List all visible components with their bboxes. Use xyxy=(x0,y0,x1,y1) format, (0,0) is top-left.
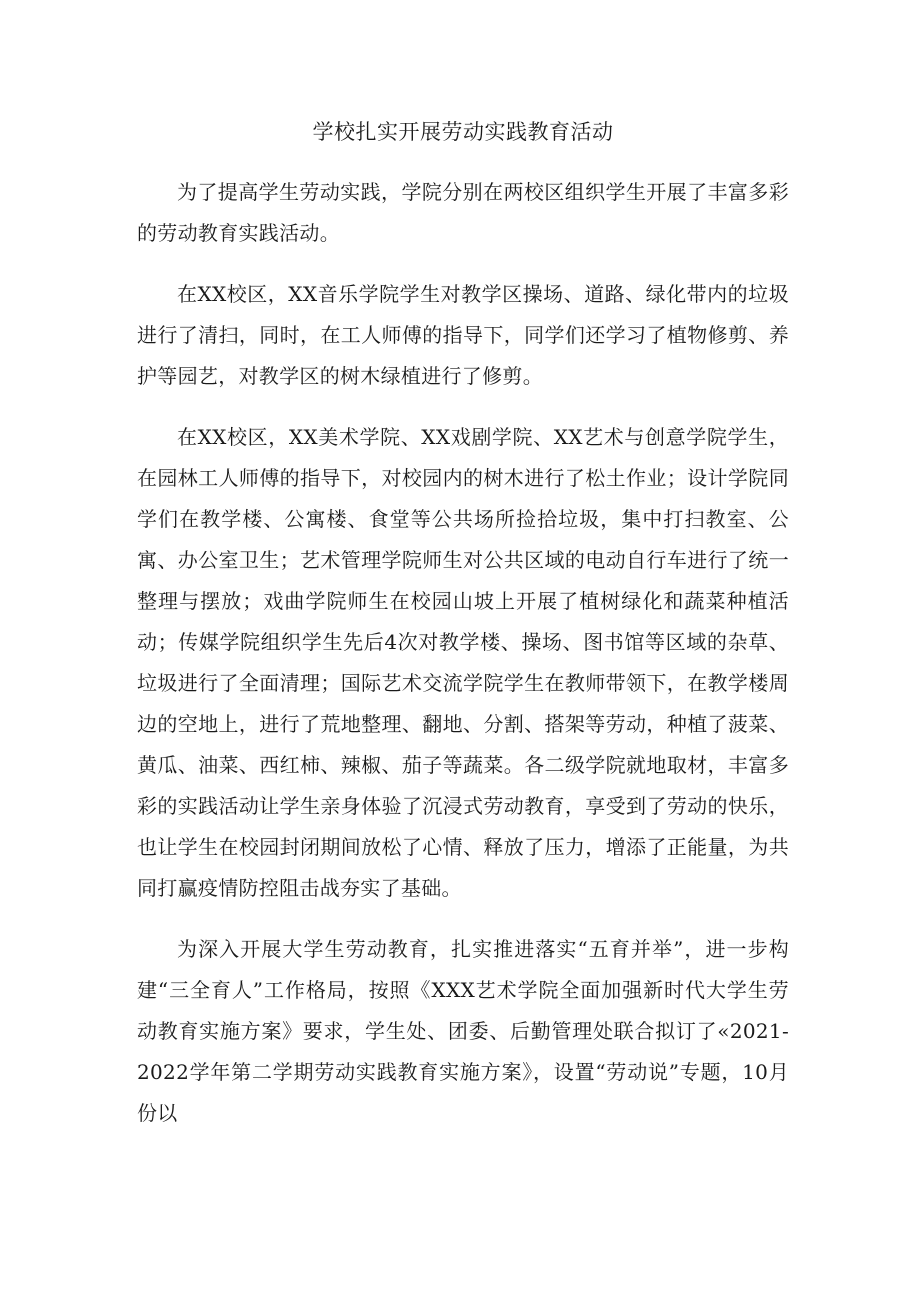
paragraph-implementation-plan: 为深入开展大学生劳动教育，扎实推进落实“五育并举”，进一步构建“三全育人”工作格局，按照《XXX艺术学院全面加强新时代大学生劳动教育实施方案》要求，学生处、团委、后勤管理处联合拟订了«2021-2022学年第二学期劳动实践教育实施方案》，设置“劳动说”专题，10月份以 xyxy=(137,937,789,1125)
document-body xyxy=(137,118,789,1154)
paragraph-campus-music: 在XX校区，XX音乐学院学生对教学区操场、道路、绿化带内的垃圾进行了清扫，同时，在工人师傅的指导下，同学们还学习了植物修剪、养护等园艺，对教学区的树木绿植进行了修剪。 xyxy=(137,282,789,388)
document-title: 学校扎实开展劳动实践教育活动 xyxy=(312,120,614,144)
paragraph-campus-arts: 在XX校区，XX美术学院、XX戏剧学院、XX艺术与创意学院学生，在园林工人师傅的指导下，对校园内的树木进行了松土作业；设计学院同学们在教学楼、公寓楼、食堂等公共场所捡拾垃圾，集中打扫教室、公寓、办公室卫生；艺术管理学院师生对公共区域的电动自行车进行了统一整理与摆放；戏曲学院师生在校园山坡上开展了植树绿化和蔬菜种植活动；传媒学院组织学生先后4次对教学楼、操场、图书馆等区域的杂草、垃圾进行了全面清理；国际艺术交流学院学生在教师带领下，在教学楼周边的空地上，进行了荒地整理、翻地、分割、搭架等劳动，种植了菠菜、黄瓜、油菜、西红柿、辣椒、茄子等蔬菜。各二级学院就地取材，丰富多彩的实践活动让学生亲身体验了沉浸式劳动教育，享受到了劳动的快乐，也让学生在校园封闭期间放松了心情、释放了压力，增添了正能量，为共同打赢疫情防控阻击战夯实了基础。 xyxy=(137,425,789,900)
paragraph-intro: 为了提高学生劳动实践，学院分别在两校区组织学生开展了丰富多彩的劳动教育实践活动。 xyxy=(137,180,789,245)
